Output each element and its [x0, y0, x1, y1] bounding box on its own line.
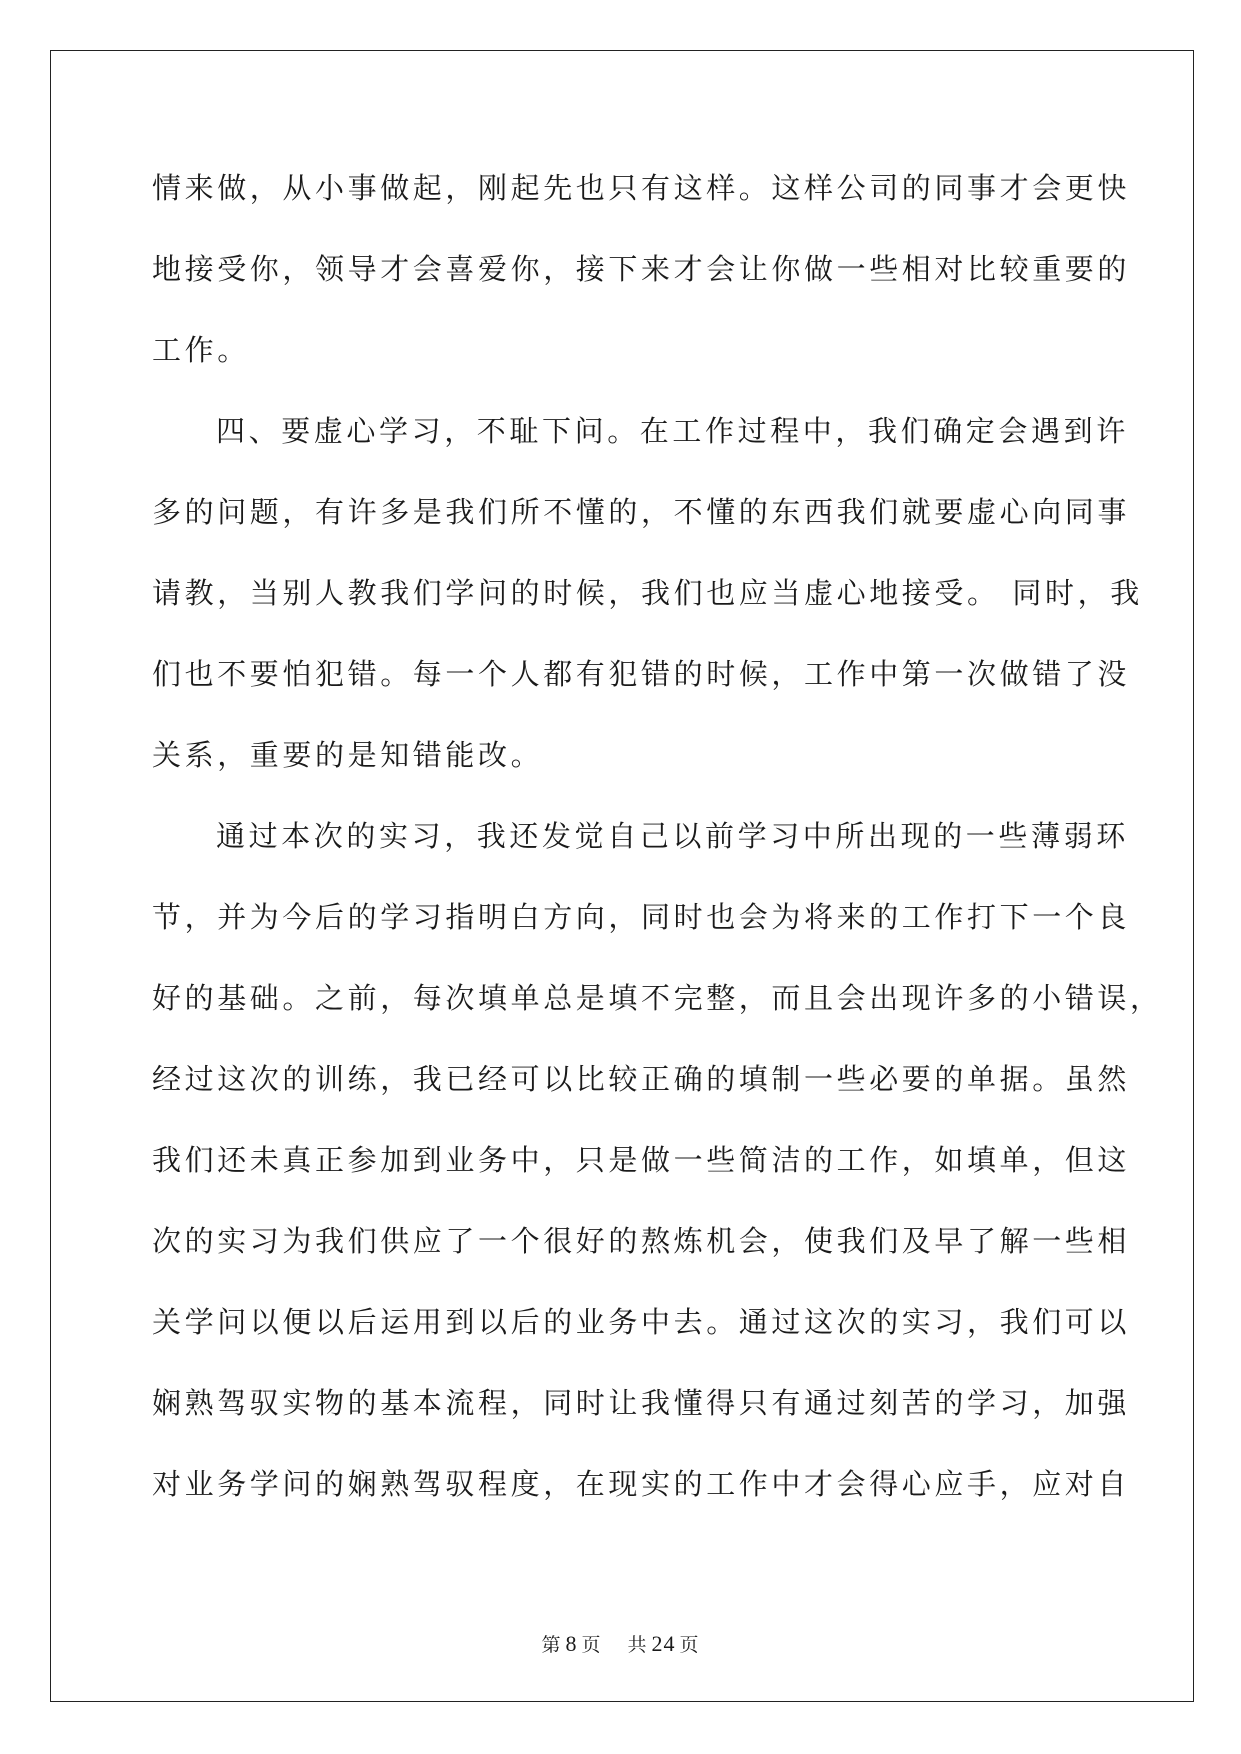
text-line: 对业务学问的娴熟驾驭程度，在现实的工作中才会得心应手，应对自 — [152, 1467, 1131, 1501]
text-line: 关系，重要的是知错能改。 — [152, 738, 544, 772]
text-line: 地接受你，领导才会喜爱你，接下来才会让你做一些相对比较重要的 — [152, 252, 1131, 286]
text-line: 通过本次的实习，我还发觉自己以前学习中所出现的一些薄弱环 — [216, 819, 1129, 853]
total-pages: 24 — [651, 1631, 676, 1656]
text-line: 节，并为今后的学习指明白方向，同时也会为将来的工作打下一个良 — [152, 900, 1131, 934]
text-line: 四、要虚心学习，不耻下问。在工作过程中，我们确定会遇到许 — [216, 414, 1129, 448]
text-line: 次的实习为我们供应了一个很好的熬炼机会，使我们及早了解一些相 — [152, 1224, 1131, 1258]
page-suffix: 页 — [581, 1635, 602, 1656]
text-line: 工作。 — [152, 333, 250, 367]
text-line: 关学问以便以后运用到以后的业务中去。通过这次的实习，我们可以 — [152, 1305, 1131, 1339]
total-prefix: 共 — [627, 1635, 648, 1656]
page-number: 8 — [565, 1631, 578, 1656]
text-line: 们也不要怕犯错。每一个人都有犯错的时候，工作中第一次做错了没 — [152, 657, 1131, 691]
text-line: 我们还未真正参加到业务中，只是做一些简洁的工作，如填单，但这 — [152, 1143, 1131, 1177]
text-line: 情来做，从小事做起，刚起先也只有这样。这样公司的同事才会更快 — [152, 171, 1131, 205]
document-body — [152, 148, 1163, 1525]
total-suffix: 页 — [679, 1635, 700, 1656]
page-prefix: 第 — [541, 1635, 562, 1656]
page-footer — [0, 1630, 1241, 1657]
text-line: 经过这次的训练，我已经可以比较正确的填制一些必要的单据。虽然 — [152, 1062, 1131, 1096]
text-line: 请教，当别人教我们学问的时候，我们也应当虚心地接受。 同时，我 — [152, 576, 1143, 610]
text-line: 好的基础。之前，每次填单总是填不完整，而且会出现许多的小错误， — [152, 981, 1163, 1015]
text-line: 多的问题，有许多是我们所不懂的，不懂的东西我们就要虚心向同事 — [152, 495, 1131, 529]
text-line: 娴熟驾驭实物的基本流程，同时让我懂得只有通过刻苦的学习，加强 — [152, 1386, 1131, 1420]
